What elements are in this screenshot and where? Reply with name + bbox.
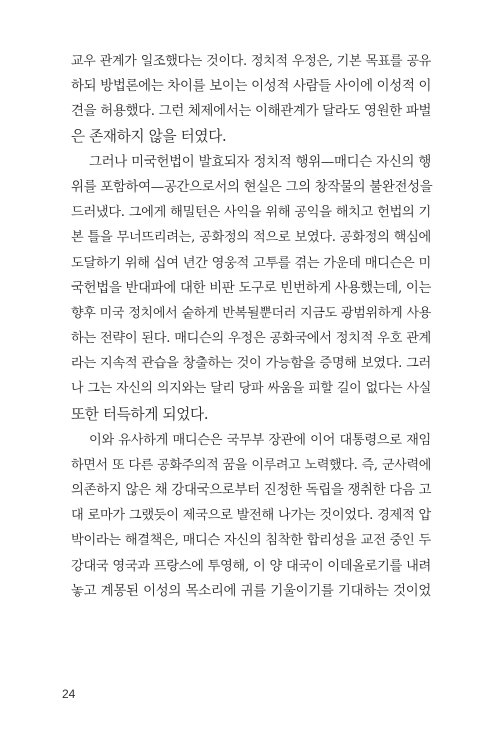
text-line: 드러냈다. 그에게 해밀턴은 사익을 위해 공익을 해치고 헌법의 기 [71, 205, 431, 220]
text-line: 대 로마가 그랬듯이 제국으로 발전해 나가는 것이었다. 경제적 압 [71, 508, 431, 523]
text-line: 향후 미국 정치에서 숱하게 반복될뿐더러 지금도 광범위하게 사용 [71, 306, 431, 321]
text-line: 라는 지속적 관습을 창출하는 것이 가능함을 증명해 보였다. 그러 [71, 356, 431, 371]
text-line: 의존하지 않은 채 강대국으로부터 진정한 독립을 쟁취한 다음 고 [71, 483, 432, 498]
text-line: 은 존재하지 않을 터였다. [71, 128, 227, 145]
text-line: 본 틀을 무너뜨리려는, 공화정의 적으로 보였다. 공화정의 핵심에 [71, 230, 431, 245]
text-line: 위를 포함하여—공간으로서의 현실은 그의 창작물의 불완전성을 [71, 180, 433, 195]
text-line: 하는 전략이 된다. 매디슨의 우정은 공화국에서 정치적 우호 관계 [71, 331, 431, 346]
text-line: 교우 관계가 일조했다는 것이다. 정치적 우정은, 기본 목표를 공유 [71, 54, 431, 69]
text-line: 도달하기 위해 십여 년간 영웅적 고투를 겪는 가운데 매디슨은 미 [71, 256, 431, 271]
text-line: 그러나 미국헌법이 발효되자 정치적 행위—매디슨 자신의 행 [89, 155, 431, 170]
text-line: 강대국 영국과 프랑스에 투영해, 이 양 대국이 이데올로기를 내려 [71, 559, 431, 574]
text-line: 놓고 계몽된 이성의 목소리에 귀를 기울이기를 기대하는 것이었 [71, 584, 431, 599]
page-number: 24 [62, 687, 76, 701]
text-line: 하되 방법론에는 차이를 보이는 이성적 사람들 사이에 이성적 이 [71, 79, 432, 94]
text-line: 나 그는 자신의 의지와는 달리 당파 싸움을 피할 길이 없다는 사실 [71, 381, 431, 396]
text-line: 견을 허용했다. 그런 체제에서는 이해관계가 달라도 영원한 파벌 [71, 104, 432, 119]
text-line: 박이라는 해결책은, 매디슨 자신의 침착한 합리성을 교전 중인 두 [71, 533, 431, 548]
text-line: 또한 터득하게 되었다. [71, 406, 209, 423]
text-line: 국헌법을 반대파에 대한 비판 도구로 빈번하게 사용했는데, 이는 [71, 281, 432, 296]
text-line: 하면서 또 다른 공화주의적 꿈을 이루려고 노력했다. 즉, 군사력에 [71, 458, 431, 473]
text-line: 이와 유사하게 매디슨은 국무부 장관에 이어 대통령으로 재임 [89, 433, 431, 448]
